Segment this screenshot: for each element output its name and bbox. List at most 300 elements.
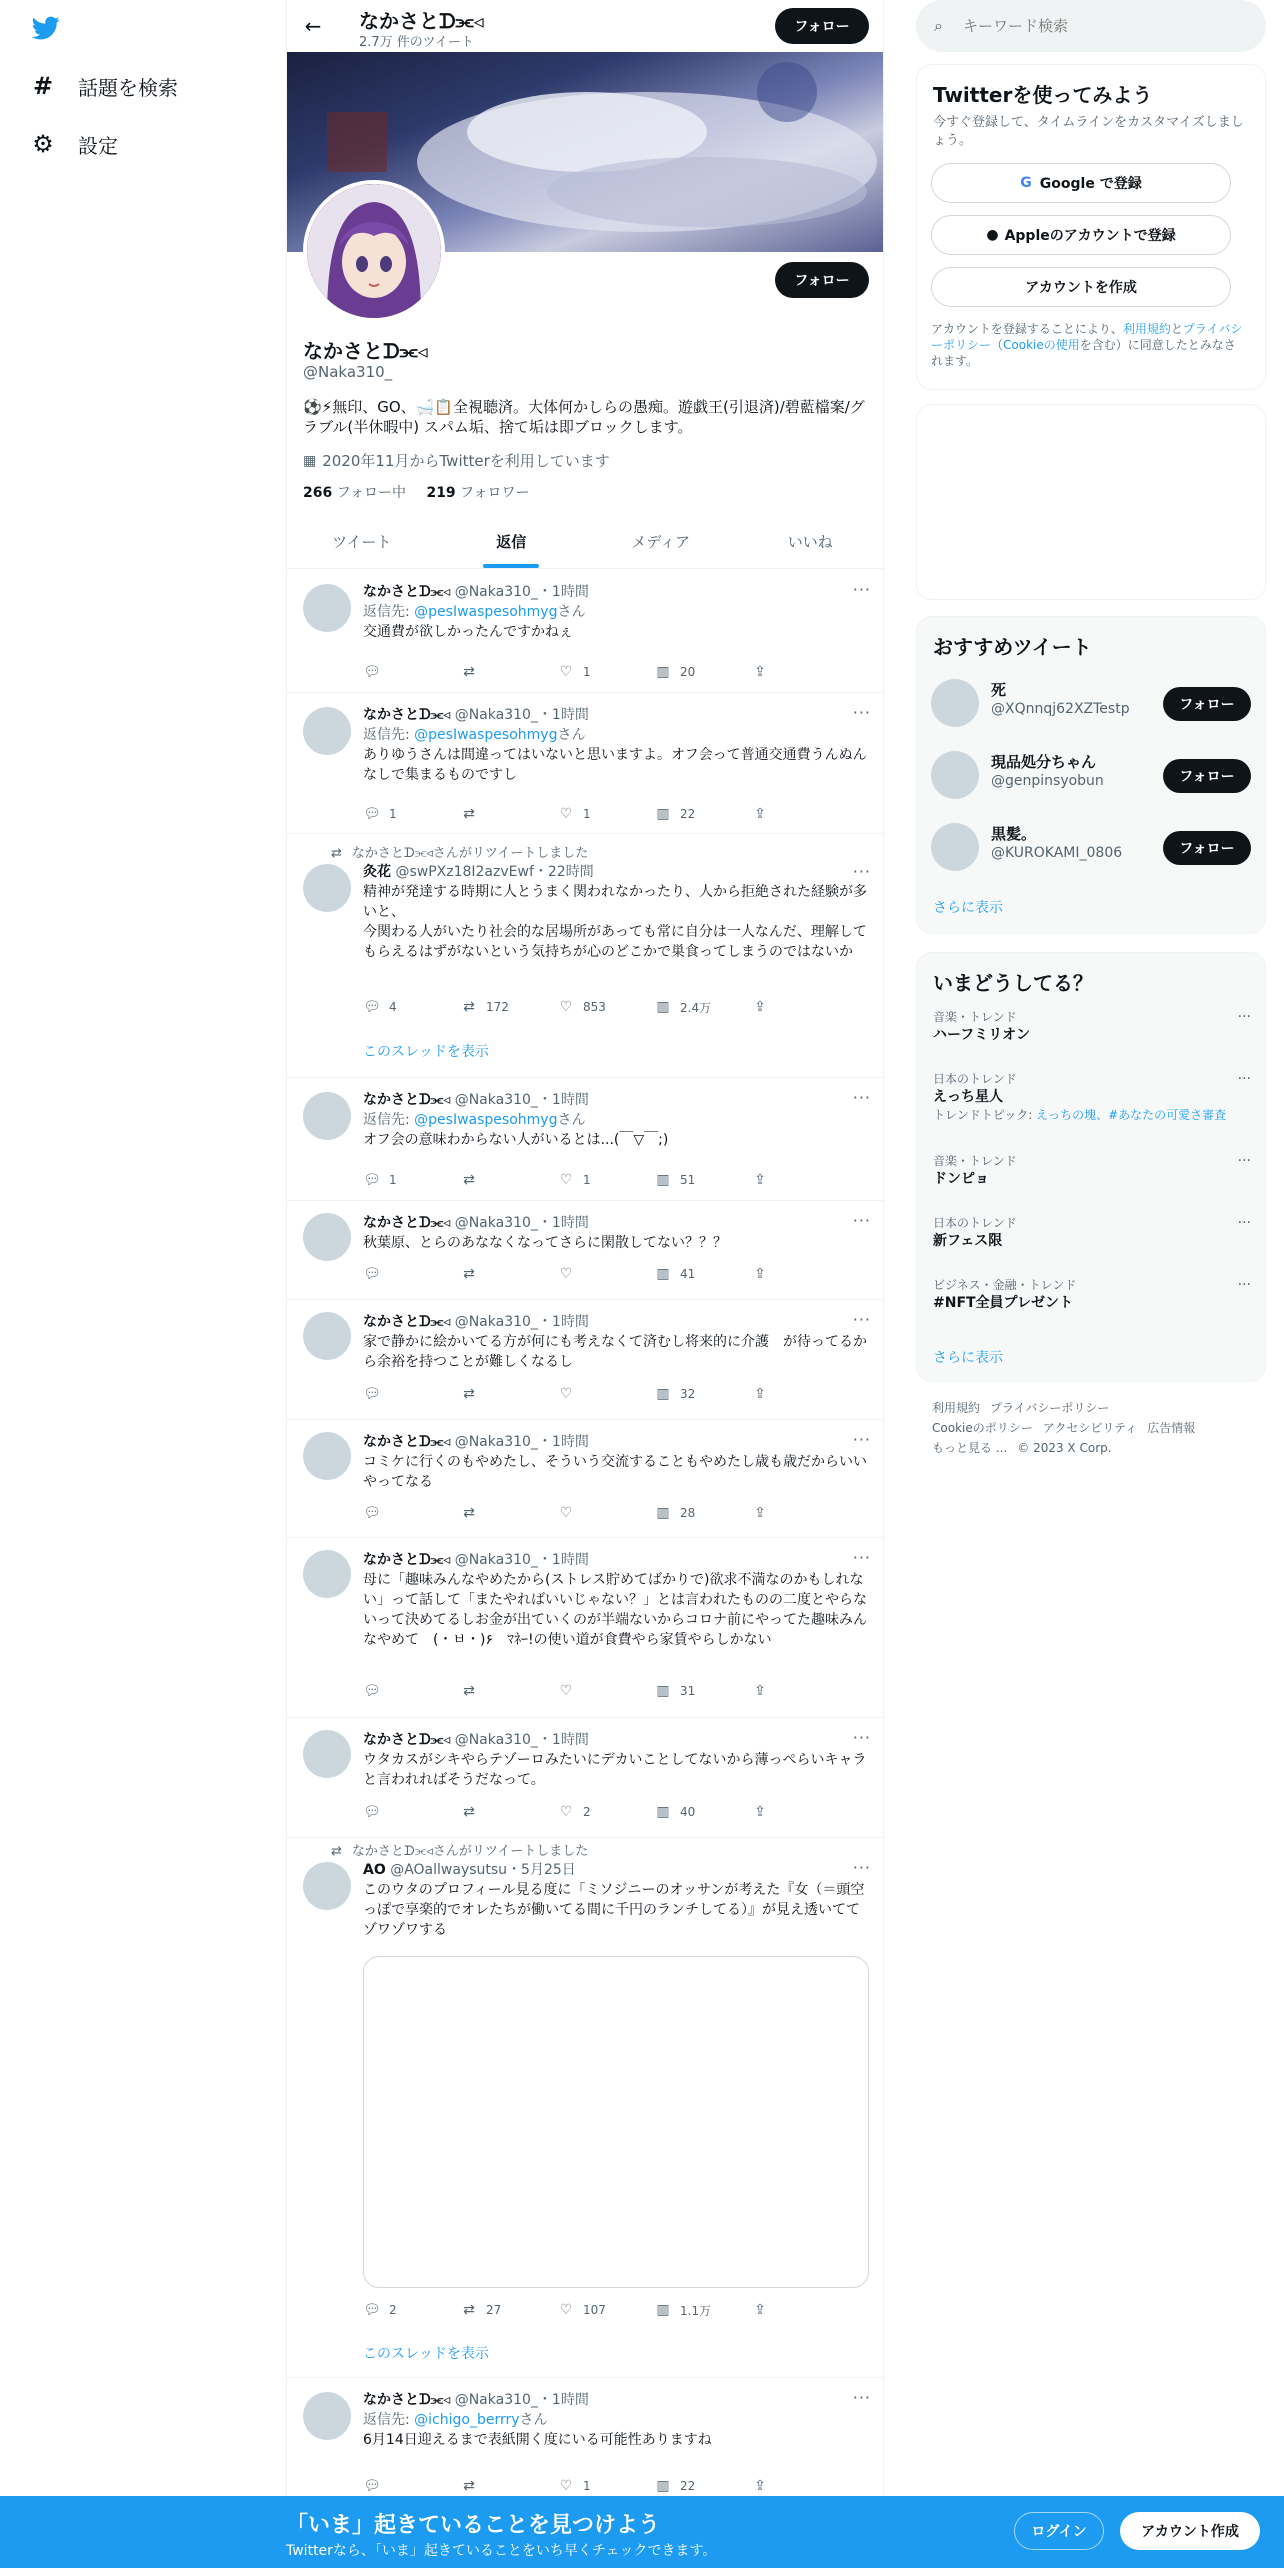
back-arrow-icon[interactable]: ← <box>304 14 322 38</box>
tweet-author-name[interactable]: なかさとᗪ⫘◃ <box>363 1552 451 1568</box>
tweet-time[interactable]: ・22時間 <box>533 864 594 880</box>
tweet[interactable] <box>287 1538 884 1718</box>
tweet-header <box>363 582 871 602</box>
cookie-link[interactable]: Cookieの使用 <box>1003 338 1080 352</box>
retweet-icon: ⇄ <box>463 664 475 680</box>
search-box[interactable] <box>916 0 1266 52</box>
view-count: 41 <box>680 1267 696 1281</box>
google-signup-button[interactable] <box>931 163 1231 203</box>
views-button[interactable] <box>654 1384 751 1404</box>
retweet-count: 172 <box>486 1000 509 1014</box>
reply-button[interactable] <box>363 804 460 824</box>
heart-icon: ♡ <box>559 2302 573 2318</box>
bottom-bar-title: 「いま」起きていることを見つけよう <box>286 2513 661 2538</box>
view-count: 31 <box>680 1684 696 1698</box>
view-count: 51 <box>680 1173 696 1187</box>
tweet-avatar[interactable] <box>303 584 351 632</box>
like-button[interactable] <box>557 1802 654 1822</box>
tweet[interactable] <box>287 693 884 834</box>
more-icon[interactable]: ··· <box>852 580 871 599</box>
tweet-avatar[interactable] <box>303 1550 351 1598</box>
tweet-header <box>363 1090 871 1110</box>
more-icon[interactable]: ··· <box>852 1548 871 1567</box>
share-button[interactable] <box>751 804 791 824</box>
share-button[interactable] <box>751 2476 791 2496</box>
reply-button[interactable] <box>363 1681 460 1701</box>
recommend-item[interactable] <box>931 745 1251 803</box>
heart-icon: ♡ <box>559 1172 573 1188</box>
like-count: 1 <box>583 807 591 821</box>
chart-icon: ▥ <box>656 1386 670 1402</box>
like-count: 107 <box>583 2303 606 2317</box>
tweet-time[interactable]: ・1時間 <box>537 1552 589 1568</box>
tweet-author-handle[interactable]: @Naka310_ <box>454 2392 538 2408</box>
reply-mention[interactable]: @pesIwaspesohmyg <box>414 727 558 743</box>
reply-count: 4 <box>389 1000 397 1014</box>
chart-icon: ▥ <box>656 806 670 822</box>
recommend-avatar[interactable] <box>931 679 979 727</box>
recommend-title: おすすめツイート <box>933 635 1092 659</box>
like-button[interactable] <box>557 2476 654 2496</box>
more-icon[interactable]: ··· <box>852 1088 871 1107</box>
reply-mention[interactable]: @ichigo_berrry <box>414 2412 520 2428</box>
trend-item[interactable] <box>933 1071 1251 1123</box>
share-button[interactable] <box>751 2300 791 2320</box>
like-count: 1 <box>583 1173 591 1187</box>
footer-more-link[interactable]: もっと見る ... <box>932 1441 1008 1455</box>
views-button[interactable] <box>654 662 751 682</box>
tweet-media[interactable] <box>363 1956 869 2288</box>
create-account-button[interactable]: アカウントを作成 <box>931 267 1231 307</box>
show-thread-link[interactable]: このスレッドを表示 <box>363 1044 489 1060</box>
share-icon: ⇪ <box>754 1804 766 1820</box>
retweet-button[interactable] <box>460 1681 557 1701</box>
tweet-text: 交通費が欲しかったんですかねぇ <box>363 624 573 640</box>
retweet-icon: ⇄ <box>463 999 475 1015</box>
footer-accessibility-link[interactable]: アクセシビリティ <box>1042 1421 1138 1435</box>
tweet-author-name[interactable]: なかさとᗪ⫘◃ <box>363 2392 451 2408</box>
tweet-text: 6月14日迎えるまで表紙開く度にいる可能性ありますね <box>363 2432 712 2448</box>
tweet-text: 家で静かに絵かいてる方が何にも考えなくて済むし将来的に介護 が待ってるから余裕を持つことが難しくなるし <box>363 1334 867 1370</box>
trend-item[interactable] <box>933 1215 1251 1251</box>
nav-explore-label: 話題を検索 <box>78 75 178 100</box>
tweet[interactable] <box>287 1420 884 1538</box>
tweet-header <box>363 1860 871 1880</box>
signup-card <box>916 64 1266 390</box>
tweet[interactable] <box>287 1078 884 1201</box>
profile-follow-stats <box>303 482 529 502</box>
retweet-icon: ⇄ <box>463 1505 475 1521</box>
trend-topic-links[interactable]: えっちの塊、#あなたの可愛さ審査 <box>1036 1108 1227 1122</box>
share-icon: ⇪ <box>754 1505 766 1521</box>
tweet-author-name[interactable]: なかさとᗪ⫘◃ <box>363 1092 451 1108</box>
recommend-avatar[interactable] <box>931 751 979 799</box>
like-button[interactable] <box>557 1384 654 1404</box>
retweet-icon: ⇄ <box>463 1172 475 1188</box>
tweet-avatar[interactable] <box>303 1213 351 1261</box>
reply-button[interactable] <box>363 1802 460 1822</box>
reply-button[interactable] <box>363 1384 460 1404</box>
tweet-body <box>363 2390 871 2450</box>
share-button[interactable] <box>751 1384 791 1404</box>
nav-settings[interactable] <box>30 124 118 164</box>
tweet-reply-to <box>363 602 871 622</box>
retweet-button[interactable] <box>460 1264 557 1284</box>
profile-bio: ⚽⚡無印、GO、🛁📋全視聴済。大体何かしらの愚痴。遊戯王(引退済)/碧藍檔案/グラブル(半休暇中) スパム垢、捨て垢は即ブロックします。 <box>303 398 865 436</box>
more-icon[interactable]: ··· <box>1237 1009 1251 1025</box>
nav-explore[interactable] <box>30 66 178 106</box>
reply-button[interactable] <box>363 662 460 682</box>
reply-button[interactable] <box>363 1503 460 1523</box>
tweet-time[interactable]: ・1時間 <box>537 707 589 723</box>
recommend-name: 黒髪。 <box>991 825 1037 843</box>
more-icon[interactable]: ··· <box>852 1728 871 1747</box>
tweet-author-name[interactable]: なかさとᗪ⫘◃ <box>363 1732 451 1748</box>
like-count: 1 <box>583 665 591 679</box>
tweet-actions <box>363 662 793 682</box>
share-icon: ⇪ <box>754 1386 766 1402</box>
sidebar-footer <box>932 1398 1252 1458</box>
tweet-author-name[interactable]: なかさとᗪ⫘◃ <box>363 707 451 723</box>
tweet-author-name[interactable]: なかさとᗪ⫘◃ <box>363 1434 451 1450</box>
reply-suffix: さん <box>519 2412 548 2428</box>
footer-cookie-link[interactable]: Cookieのポリシー <box>932 1421 1033 1435</box>
tweet-text: ウタカスがシキやらテゾーロみたいにデカいことしてないから薄っぺらいキャラと言われればそうだなって。 <box>363 1752 867 1788</box>
tweet-text: 母に「趣味みんなやめたから(ストレス貯めてばかりで)欲求不満なのかもしれない」って話して「またやればいいじゃない？」とは言われたものの二度とやらないって決めてるしお金が出ていくのが半端ないからコロナ前にやってた趣味みんなやめて (・ㅂ・)۶ ﾏﾈｰ!の使い道が食費やら家賃やらしかない <box>363 1572 867 1648</box>
tweet[interactable] <box>287 1300 884 1420</box>
tweet[interactable] <box>287 1201 884 1300</box>
tweet-actions <box>363 804 793 824</box>
views-button[interactable] <box>654 997 751 1017</box>
signup-title: Twitterを使ってみよう <box>933 83 1153 107</box>
chart-icon: ▥ <box>656 1266 670 1282</box>
tweet-avatar[interactable] <box>303 2392 351 2440</box>
tweet-author-handle[interactable]: @Naka310_ <box>454 1732 538 1748</box>
share-icon: ⇪ <box>754 806 766 822</box>
google-signup-label: Google で登録 <box>1039 176 1142 192</box>
profile-handle: @Naka310_ <box>303 363 393 381</box>
signup-subtitle: 今すぐ登録して、タイムラインをカスタマイズしましょう。 <box>933 115 1244 148</box>
retweet-icon: ⇄ <box>463 2478 475 2494</box>
tweet-actions <box>363 1503 793 1523</box>
trends-title: いまどうしてる？ <box>933 971 1093 995</box>
terms-link[interactable]: 利用規約 <box>1122 322 1171 336</box>
reply-icon: 💬︎ <box>363 1683 381 1699</box>
topbar-follow-button[interactable]: フォロー <box>775 8 869 44</box>
followers-link[interactable] <box>426 485 529 501</box>
reply-button[interactable] <box>363 2300 460 2320</box>
heart-icon: ♡ <box>559 664 573 680</box>
like-button[interactable] <box>557 997 654 1017</box>
tweet-body <box>363 1860 871 1940</box>
reply-count: 2 <box>389 2303 397 2317</box>
share-icon: ⇪ <box>754 1172 766 1188</box>
tweet-author-name[interactable]: AO <box>363 1862 386 1878</box>
share-button[interactable] <box>751 1681 791 1701</box>
tab-tweets[interactable]: ツイート <box>332 533 392 551</box>
share-button[interactable] <box>751 997 791 1017</box>
reply-button[interactable] <box>363 2476 460 2496</box>
share-button[interactable] <box>751 1503 791 1523</box>
tweet-author-handle[interactable]: @Naka310_ <box>454 1092 538 1108</box>
privacy-link[interactable]: プライバシーポリシー <box>931 322 1243 352</box>
more-icon[interactable]: ··· <box>852 1430 871 1449</box>
trend-item[interactable] <box>933 1009 1251 1045</box>
like-button[interactable] <box>557 1503 654 1523</box>
tweet-header <box>363 1730 871 1750</box>
trend-title: 新フェス限 <box>933 1233 1003 1249</box>
more-icon[interactable]: ··· <box>1237 1277 1251 1293</box>
profile-avatar[interactable] <box>303 180 445 322</box>
retweet-button[interactable] <box>460 1802 557 1822</box>
retweet-button[interactable] <box>460 997 557 1017</box>
recommend-show-more[interactable]: さらに表示 <box>933 900 1003 916</box>
tweet-actions <box>363 1681 793 1701</box>
tweet-author-handle[interactable]: @Naka310_ <box>454 1215 538 1231</box>
share-button[interactable] <box>751 1170 791 1190</box>
retweet-button[interactable] <box>460 2476 557 2496</box>
retweet-button[interactable] <box>460 1384 557 1404</box>
following-label: フォロー中 <box>336 485 406 501</box>
recommend-follow-button[interactable]: フォロー <box>1163 831 1251 865</box>
twitter-logo-icon[interactable] <box>30 14 62 42</box>
reply-suffix: さん <box>557 604 586 620</box>
retweet-button[interactable] <box>460 1170 557 1190</box>
retweet-indicator-text[interactable]: なかさとᗪ⫘◃さんがリツイートしました <box>351 1844 589 1859</box>
trend-category: 日本のトレンド <box>933 1216 1017 1230</box>
like-count: 1 <box>583 2479 591 2493</box>
trend-category: 日本のトレンド <box>933 1072 1017 1086</box>
reply-icon: 💬︎ <box>363 1386 381 1402</box>
chart-icon: ▥ <box>656 999 670 1015</box>
like-button[interactable] <box>557 1681 654 1701</box>
retweet-button[interactable] <box>460 2300 557 2320</box>
recommend-name: 死 <box>991 681 1007 699</box>
retweet-button[interactable] <box>460 1503 557 1523</box>
tweet-author-handle[interactable]: @swPXz18I2azvEwf <box>395 864 534 880</box>
tweet-time[interactable]: ・5月25日 <box>507 1862 576 1878</box>
views-button[interactable] <box>654 1264 751 1284</box>
tweet-author-name[interactable]: なかさとᗪ⫘◃ <box>363 1314 451 1330</box>
tweet-time[interactable]: ・1時間 <box>537 1092 589 1108</box>
tweet-author-handle[interactable]: @AOallwaysutsu <box>390 1862 508 1878</box>
like-button[interactable] <box>557 1170 654 1190</box>
reply-count: 1 <box>389 807 397 821</box>
footer-privacy-link[interactable]: プライバシーポリシー <box>990 1401 1110 1415</box>
tweet-reply-to <box>363 2410 871 2430</box>
signup-button[interactable]: アカウント作成 <box>1120 2512 1260 2550</box>
reply-icon: 💬︎ <box>363 664 381 680</box>
tweet-actions <box>363 1170 793 1190</box>
tweet-body <box>363 1550 871 1650</box>
reply-mention[interactable]: @pesIwaspesohmyg <box>414 1112 558 1128</box>
reply-prefix: 返信先: <box>363 2412 415 2428</box>
chart-icon: ▥ <box>656 664 670 680</box>
reply-icon: 💬︎ <box>363 1505 381 1521</box>
tweet-header <box>363 705 871 725</box>
views-button[interactable] <box>654 1681 751 1701</box>
retweet-icon: ⇄ <box>463 1266 475 1282</box>
footer-ads-link[interactable]: 広告情報 <box>1147 1421 1196 1435</box>
tweet-header <box>363 1213 871 1233</box>
views-button[interactable] <box>654 804 751 824</box>
trends-show-more[interactable]: さらに表示 <box>933 1350 1003 1366</box>
show-thread-link[interactable]: このスレッドを表示 <box>363 2346 489 2362</box>
chart-icon: ▥ <box>656 1172 670 1188</box>
search-icon: ⌕ <box>934 16 943 35</box>
apple-signup-button[interactable] <box>931 215 1231 255</box>
tweet-time[interactable]: ・1時間 <box>537 1215 589 1231</box>
recommend-follow-button[interactable]: フォロー <box>1163 759 1251 793</box>
like-button[interactable] <box>557 2300 654 2320</box>
retweet-small-icon: ⇄ <box>331 846 342 861</box>
tweet-body <box>363 1213 871 1253</box>
tweet-time[interactable]: ・1時間 <box>537 1314 589 1330</box>
reply-icon: 💬︎ <box>363 2302 381 2318</box>
tweet-header <box>363 862 871 882</box>
more-icon[interactable]: ··· <box>852 2388 871 2407</box>
footer-terms-link[interactable]: 利用規約 <box>932 1401 981 1415</box>
profile-name: なかさとᗪ⫘◃ <box>303 339 428 363</box>
share-button[interactable] <box>751 1264 791 1284</box>
tweet[interactable] <box>287 834 884 1078</box>
tweet[interactable] <box>287 1838 884 2378</box>
views-button[interactable] <box>654 1503 751 1523</box>
views-button[interactable] <box>654 2476 751 2496</box>
tweet-reply-to <box>363 725 871 745</box>
retweet-button[interactable] <box>460 804 557 824</box>
tweet[interactable] <box>287 1718 884 1838</box>
following-link[interactable] <box>303 485 406 501</box>
more-icon[interactable]: ··· <box>852 1858 871 1877</box>
topbar-tweet-count: 2.7万 件のツイート <box>359 35 474 50</box>
tab-replies[interactable]: 返信 <box>437 515 587 568</box>
view-count: 20 <box>680 665 696 679</box>
main-column <box>286 0 884 2568</box>
heart-icon: ♡ <box>559 1804 573 1820</box>
tweet-body <box>363 1090 871 1150</box>
share-button[interactable] <box>751 1802 791 1822</box>
trend-title: えっち星人 <box>933 1089 1003 1105</box>
tweet-avatar[interactable] <box>303 1092 351 1140</box>
views-button[interactable] <box>654 1802 751 1822</box>
tweet-author-handle[interactable]: @Naka310_ <box>454 1434 538 1450</box>
tweet-author-handle[interactable]: @Naka310_ <box>454 1552 538 1568</box>
tweet[interactable] <box>287 570 884 693</box>
tweet-text: コミケに行くのもやめたし、そういう交流することもやめたし歳も歳だからいいやってなる <box>363 1454 867 1490</box>
more-icon[interactable]: ··· <box>852 862 871 881</box>
like-button[interactable] <box>557 804 654 824</box>
more-icon[interactable]: ··· <box>1237 1153 1251 1169</box>
more-icon[interactable]: ··· <box>1237 1071 1251 1087</box>
tweet-author-handle[interactable]: @Naka310_ <box>454 1314 538 1330</box>
more-icon[interactable]: ··· <box>852 1310 871 1329</box>
recommend-item[interactable] <box>931 817 1251 875</box>
tweet-author-name[interactable]: なかさとᗪ⫘◃ <box>363 584 451 600</box>
heart-icon: ♡ <box>559 1683 573 1699</box>
retweet-icon: ⇄ <box>463 806 475 822</box>
recommend-handle: @KUROKAMI_0806 <box>991 845 1123 861</box>
tweet-author-name[interactable]: なかさとᗪ⫘◃ <box>363 1215 451 1231</box>
more-icon[interactable]: ··· <box>852 703 871 722</box>
like-count: 2 <box>583 1805 591 1819</box>
reply-button[interactable] <box>363 1170 460 1190</box>
chart-icon: ▥ <box>656 2302 670 2318</box>
tweet-avatar[interactable] <box>303 707 351 755</box>
login-button[interactable]: ログイン <box>1014 2512 1104 2550</box>
share-button[interactable] <box>751 662 791 682</box>
empty-placeholder-card <box>916 404 1266 600</box>
search-input[interactable] <box>963 17 1233 35</box>
recommend-avatar[interactable] <box>931 823 979 871</box>
bottom-signup-bar <box>0 2496 1284 2568</box>
tweet-time[interactable]: ・1時間 <box>537 1732 589 1748</box>
recommend-item[interactable] <box>931 673 1251 731</box>
like-button[interactable] <box>557 662 654 682</box>
retweet-indicator <box>331 1840 588 1859</box>
chart-icon: ▥ <box>656 1683 670 1699</box>
retweet-button[interactable] <box>460 662 557 682</box>
retweet-indicator <box>331 842 588 861</box>
legal-text-4: を含む）に同意したとみなされます。 <box>931 338 1236 368</box>
reply-icon: 💬︎ <box>363 1266 381 1282</box>
trend-category: ビジネス・金融・トレンド <box>933 1278 1077 1292</box>
view-count: 28 <box>680 1506 696 1520</box>
views-button[interactable] <box>654 1170 751 1190</box>
tweet-time[interactable]: ・1時間 <box>537 1434 589 1450</box>
tweet-header <box>363 2390 871 2410</box>
tweet-time[interactable]: ・1時間 <box>537 2392 589 2408</box>
view-count: 32 <box>680 1387 696 1401</box>
tweet-author-name[interactable]: 灸花 <box>363 864 391 880</box>
retweet-indicator-text[interactable]: なかさとᗪ⫘◃さんがリツイートしました <box>351 846 589 861</box>
tweet-body <box>363 1432 871 1492</box>
reply-button[interactable] <box>363 997 460 1017</box>
bottom-bar-subtitle: Twitterなら、「いま」起きていることをいち早くチェックできます。 <box>286 2543 717 2559</box>
tweet[interactable] <box>287 2378 884 2501</box>
tweet-time[interactable]: ・1時間 <box>537 584 589 600</box>
heart-icon: ♡ <box>559 1386 573 1402</box>
reply-count: 1 <box>389 1173 397 1187</box>
legal-text-2: と <box>1170 322 1183 336</box>
tweet-author-handle[interactable]: @Naka310_ <box>454 584 538 600</box>
trend-item[interactable] <box>933 1277 1251 1313</box>
tab-media[interactable]: メディア <box>631 533 691 551</box>
tab-likes[interactable]: いいね <box>787 533 833 551</box>
tweet-avatar[interactable] <box>303 1862 351 1910</box>
view-count: 2.4万 <box>680 1000 712 1015</box>
reply-mention[interactable]: @pesIwaspesohmyg <box>414 604 558 620</box>
profile-follow-button[interactable]: フォロー <box>775 262 869 298</box>
tweet-text: このウタのプロフィール見る度に「ミソジニーのオッサンが考えた『女（＝頭空っぽで享楽的でオレたちが働いてる間に千円のランチしてる）』が見え透いててゾワゾワする <box>363 1882 865 1938</box>
tweet-avatar[interactable] <box>303 1432 351 1480</box>
reply-button[interactable] <box>363 1264 460 1284</box>
tweet-author-handle[interactable]: @Naka310_ <box>454 707 538 723</box>
tweet-avatar[interactable] <box>303 864 351 912</box>
more-icon[interactable]: ··· <box>852 1211 871 1230</box>
trend-item[interactable] <box>933 1153 1251 1189</box>
like-count: 853 <box>583 1000 606 1014</box>
recommend-follow-button[interactable]: フォロー <box>1163 687 1251 721</box>
like-button[interactable] <box>557 1264 654 1284</box>
apple-signup-label: Appleのアカウントで登録 <box>1004 228 1176 244</box>
chart-icon: ▥ <box>656 1505 670 1521</box>
more-icon[interactable]: ··· <box>1237 1215 1251 1231</box>
retweet-small-icon: ⇄ <box>331 1844 342 1859</box>
views-button[interactable] <box>654 2300 751 2320</box>
tweet-avatar[interactable] <box>303 1312 351 1360</box>
tweet-avatar[interactable] <box>303 1730 351 1778</box>
